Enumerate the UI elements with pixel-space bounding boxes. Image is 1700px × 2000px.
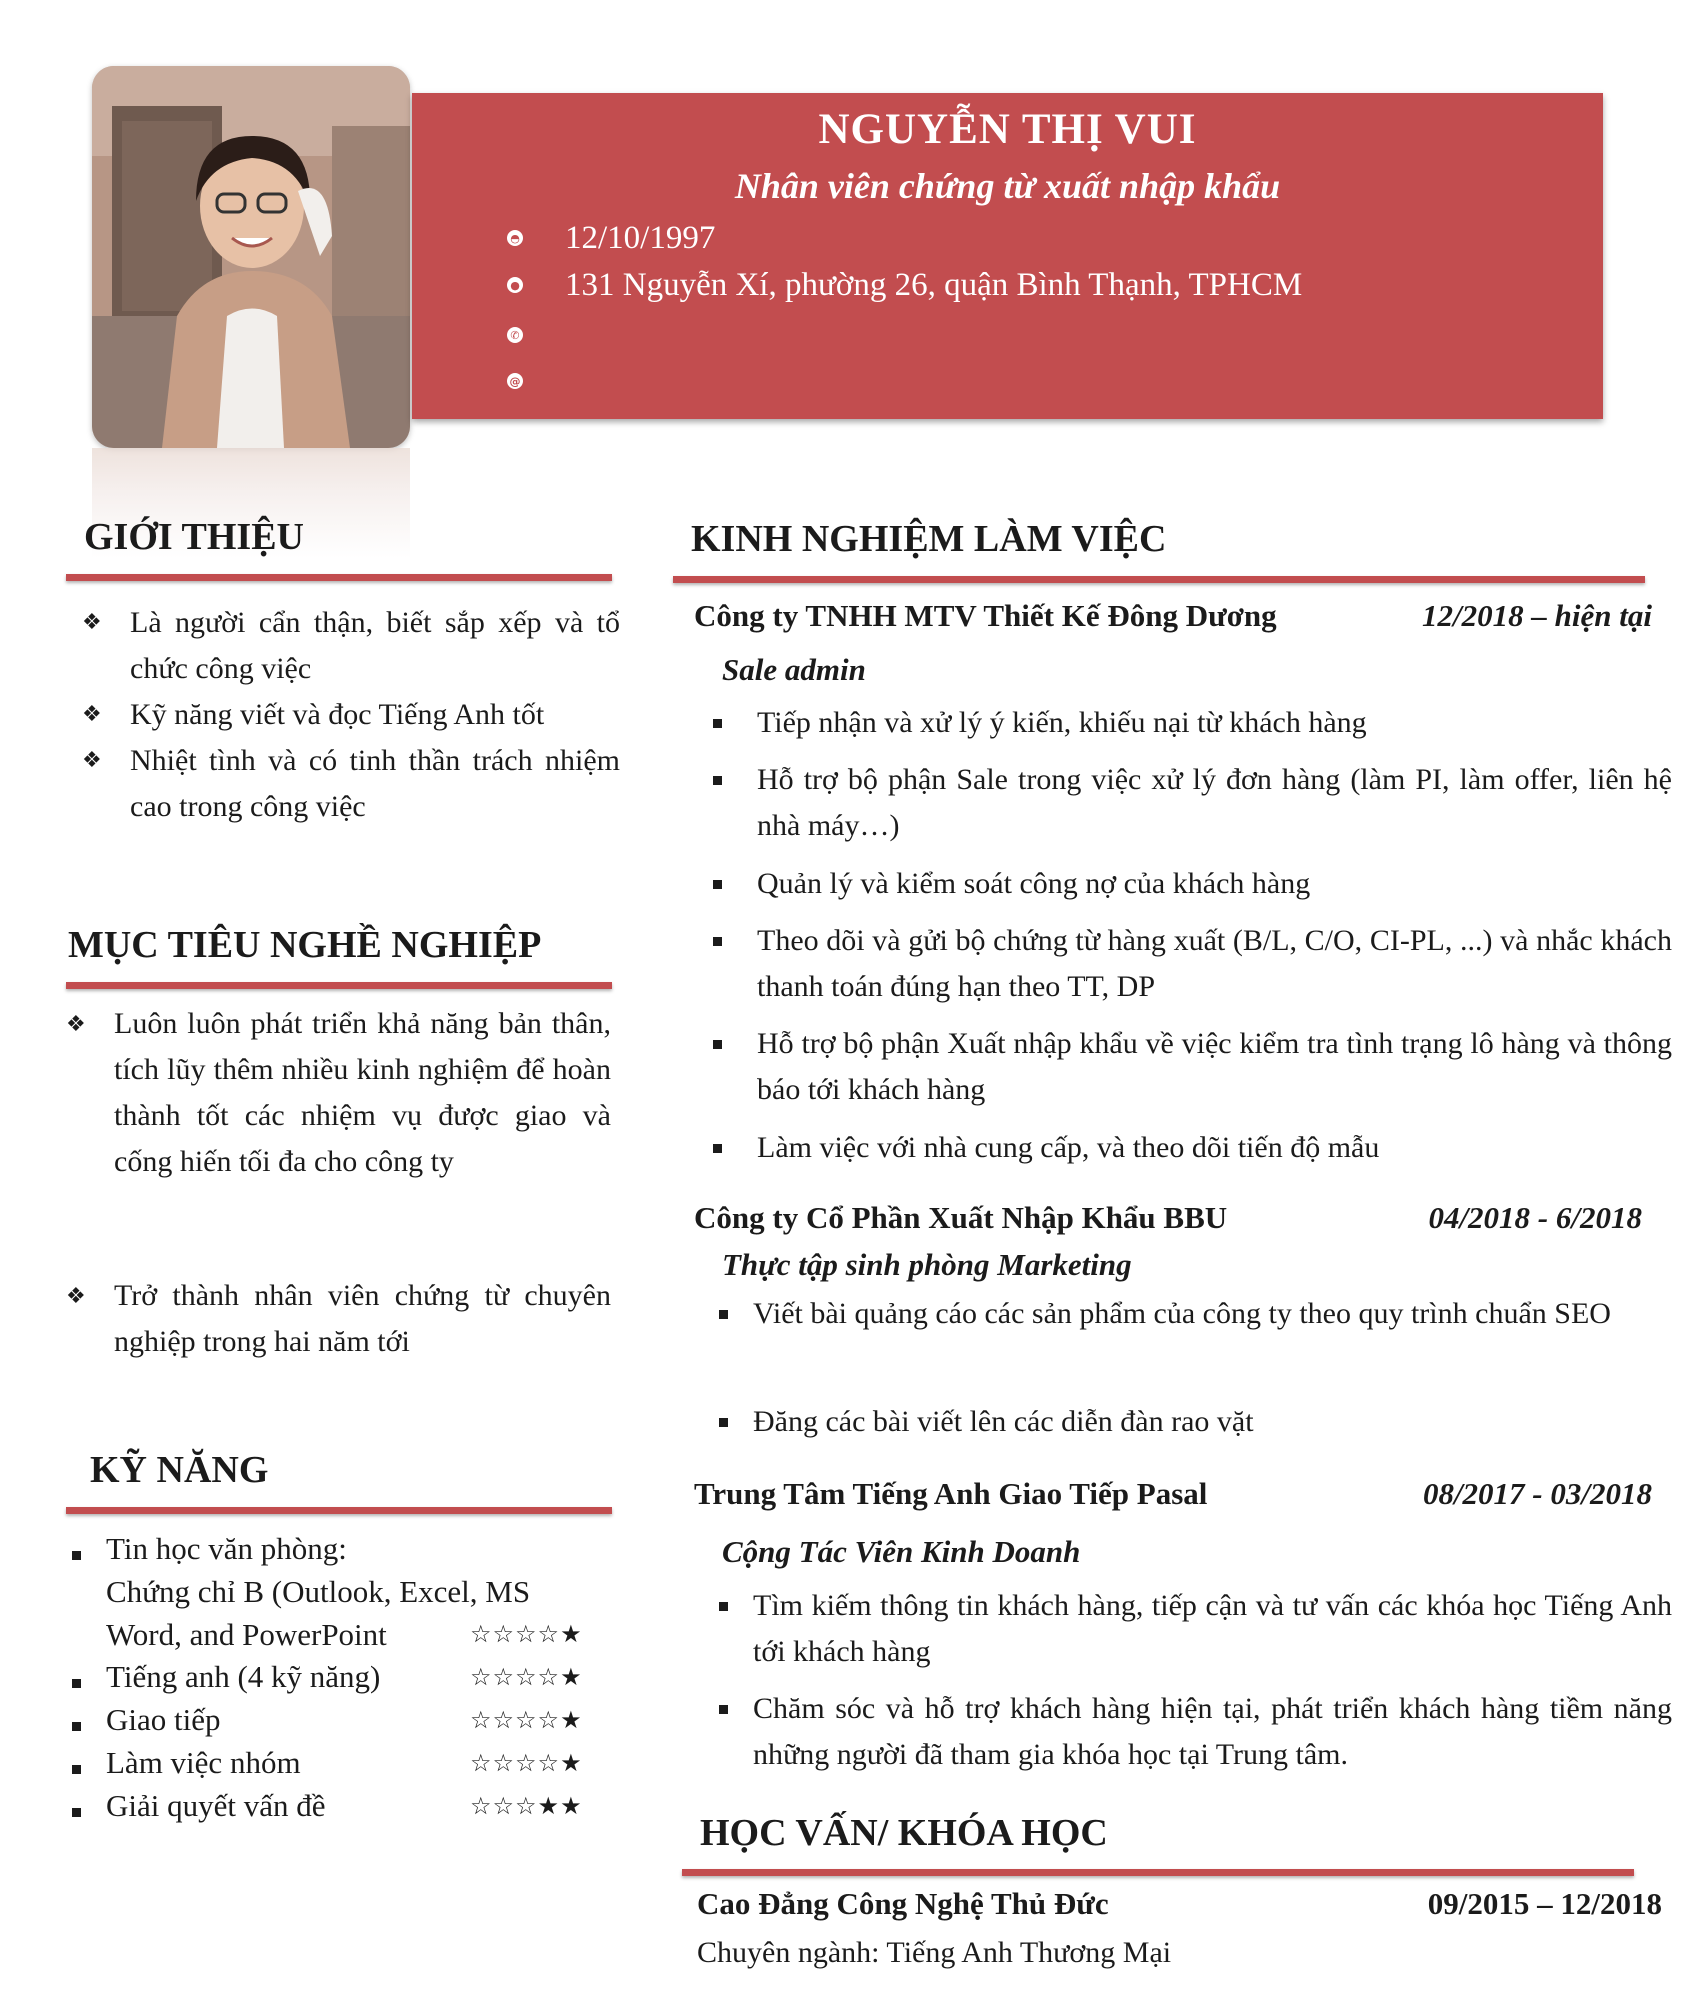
square-bullet-icon [72,1551,81,1560]
school-date: 09/2015 – 12/2018 [1427,1886,1662,1921]
skill-label: Giải quyết vấn đề [106,1788,326,1823]
job-role: Cộng Tác Viên Kinh Doanh [722,1534,1081,1569]
square-bullet-icon [719,1310,728,1319]
job-task: Chăm sóc và hỗ trợ khách hàng hiện tại, phát triển khách hàng tiềm năng những người đã tham gia khóa học tại Trung tâm. [753,1692,1672,1771]
candidate-title: Nhân viên chứng từ xuất nhập khẩu [734,166,1281,206]
intro-item: Là người cẩn thận, biết sắp xếp và tổ chức công việc [130,606,620,685]
job-task: Làm việc với nhà cung cấp, và theo dõi tiến độ mẫu [757,1131,1380,1164]
job-task: Theo dõi và gửi bộ chứng từ hàng xuất (B/L, C/O, CI-PL, ...) và nhắc khách thanh toán đúng hạn theo TT, DP [757,924,1672,1003]
intro-rule [66,574,612,581]
phone-icon: ✆ [507,327,523,343]
job-task: Viết bài quảng cáo các sản phẩm của công ty theo quy trình chuẩn SEO [753,1297,1611,1330]
job-date: 04/2018 - 6/2018 [1428,1200,1642,1235]
goals-heading: MỤC TIÊU NGHỀ NGHIỆP [68,924,542,966]
job-date: 12/2018 – hiện tại [1422,598,1652,633]
experience-rule [673,576,1645,583]
skill-detail: Word, and PowerPoint [106,1617,387,1652]
school-major: Chuyên ngành: Tiếng Anh Thương Mại [697,1936,1172,1969]
location-icon: ● [507,277,523,293]
school-name: Cao Đẳng Công Nghệ Thủ Đức [697,1886,1109,1921]
square-bullet-icon [713,776,722,785]
square-bullet-icon [72,1722,81,1731]
skill-detail: Chứng chỉ B (Outlook, Excel, MS [106,1574,531,1609]
goals-rule [66,982,612,989]
birthday-icon: ◓ [507,230,523,246]
skill-rating-stars: ☆☆☆☆★ [470,1706,583,1734]
contact-birthday: ◓ 12/10/1997 [507,218,715,258]
job-date: 08/2017 - 03/2018 [1422,1476,1652,1511]
square-bullet-icon [719,1602,728,1611]
skill-rating-stars: ☆☆☆☆★ [470,1620,583,1648]
job-company: Trung Tâm Tiếng Anh Giao Tiếp Pasal [694,1476,1208,1511]
skill-label: Tin học văn phòng: [106,1531,347,1566]
goals-item: Trở thành nhân viên chứng từ chuyên nghiệp trong hai năm tới [114,1279,611,1358]
job-task: Tìm kiếm thông tin khách hàng, tiếp cận và tư vấn các khóa học Tiếng Anh tới khách hàng [753,1589,1672,1668]
goals-item: Luôn luôn phát triển khả năng bản thân, tích lũy thêm nhiều kinh nghiệm để hoàn thành tốt các nhiệm vụ được giao và cống hiến tối đa cho công ty [114,1007,611,1178]
education-heading: HỌC VẤN/ KHÓA HỌC [700,1812,1108,1854]
skills-heading: KỸ NĂNG [90,1449,269,1491]
diamond-bullet-icon: ❖ [82,702,102,727]
square-bullet-icon [713,719,722,728]
job-role: Thực tập sinh phòng Marketing [722,1247,1132,1282]
candidate-name: NGUYỄN THỊ VUI [818,106,1197,153]
square-bullet-icon [72,1679,81,1688]
profile-photo [92,66,410,448]
job-task: Tiếp nhận và xử lý ý kiến, khiếu nại từ khách hàng [757,706,1367,739]
square-bullet-icon [713,1040,722,1049]
experience-heading: KINH NGHIỆM LÀM VIỆC [691,518,1167,560]
square-bullet-icon [713,1144,722,1153]
header-banner [412,93,1603,419]
job-task: Quản lý và kiểm soát công nợ của khách hàng [757,867,1311,900]
square-bullet-icon [719,1705,728,1714]
skill-rating-stars: ☆☆☆★★ [470,1792,583,1820]
job-company: Công ty Cổ Phần Xuất Nhập Khẩu BBU [694,1200,1228,1235]
skill-label: Làm việc nhóm [106,1745,301,1780]
diamond-bullet-icon: ❖ [66,1012,86,1037]
skills-rule [66,1507,612,1514]
diamond-bullet-icon: ❖ [82,748,102,773]
skill-rating-stars: ☆☆☆☆★ [470,1749,583,1777]
square-bullet-icon [713,937,722,946]
skill-label: Giao tiếp [106,1702,221,1737]
diamond-bullet-icon: ❖ [66,1284,86,1309]
job-task: Hỗ trợ bộ phận Sale trong việc xử lý đơn hàng (làm PI, làm offer, liên hệ nhà máy…) [757,763,1672,842]
intro-item: Kỹ năng viết và đọc Tiếng Anh tốt [130,698,545,731]
square-bullet-icon [72,1808,81,1817]
education-rule [682,1869,1634,1876]
square-bullet-icon [719,1418,728,1427]
contact-email [507,361,565,401]
job-task: Đăng các bài viết lên các diễn đàn rao vặt [753,1405,1254,1438]
square-bullet-icon [72,1765,81,1774]
contact-address: ● 131 Nguyễn Xí, phường 26, quận Bình Thạnh, TPHCM [507,265,1302,305]
skill-rating-stars: ☆☆☆☆★ [470,1663,583,1691]
intro-item: Nhiệt tình và có tinh thần trách nhiệm cao trong công việc [130,744,620,823]
square-bullet-icon [713,880,722,889]
skill-label: Tiếng anh (4 kỹ năng) [106,1659,381,1694]
job-task: Hỗ trợ bộ phận Xuất nhập khẩu về việc kiểm tra tình trạng lô hàng và thông báo tới khách hàng [757,1027,1672,1106]
email-icon: @ [507,373,523,389]
intro-heading: GIỚI THIỆU [84,516,304,558]
diamond-bullet-icon: ❖ [82,610,102,635]
job-role: Sale admin [722,652,866,687]
job-company: Công ty TNHH MTV Thiết Kế Đông Dương [694,598,1277,633]
contact-phone [507,315,565,355]
